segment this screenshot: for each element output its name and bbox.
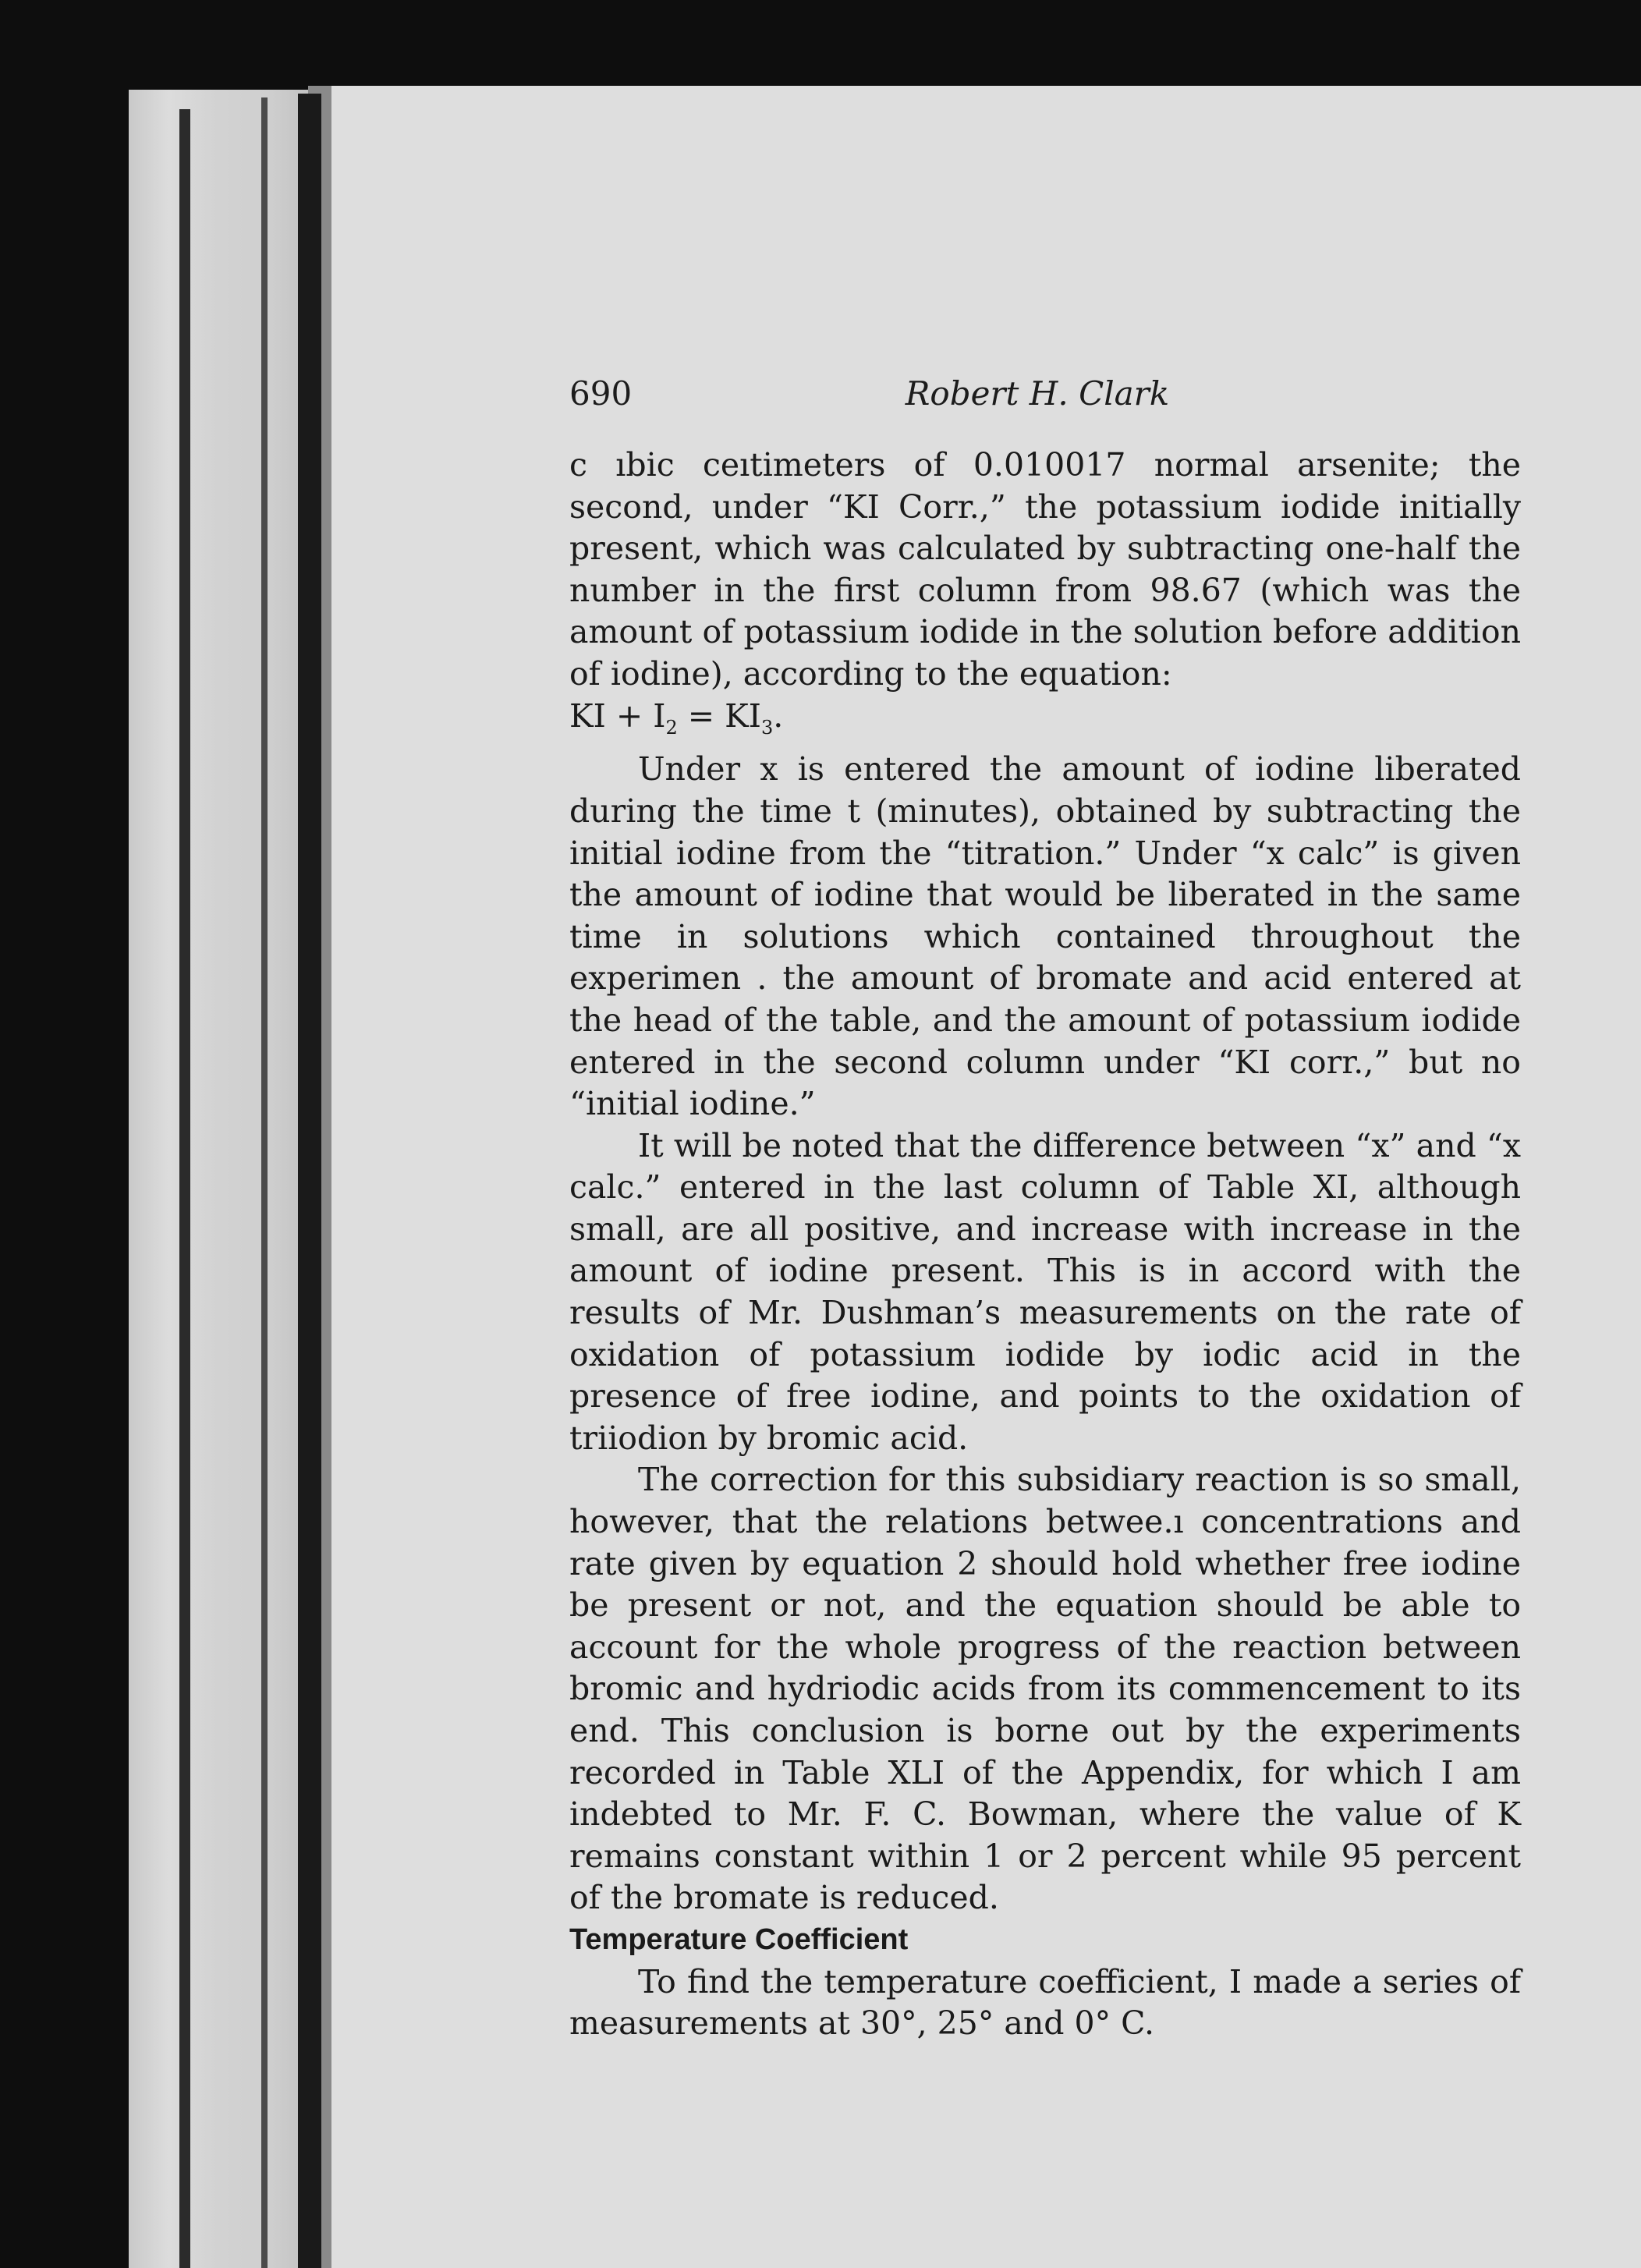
page-number: 690 — [569, 374, 633, 413]
equation-end: . — [773, 696, 784, 735]
running-head: Robert H. Clark — [905, 374, 1170, 413]
equation — [569, 696, 1521, 750]
equation-subscript: 2 — [665, 716, 678, 739]
equation-lhs: KI + I — [569, 696, 666, 735]
binding-line — [179, 109, 190, 2268]
paragraph: c ıbic ceıtimeters of 0.010017 normal arsenite; the second, under “KI Corr.,” the potassium iodide initially present, which was calculated by subtracting one-half the number in the first column from 98.67 (which was the amount of potassium iodide in the solution before addition of iodine), according to the equation: — [569, 446, 1521, 693]
paragraph: The correction for this subsidiary reaction is so small, however, that the relations betwee.ı concentrations and rate given by equation 2 should hold whether free iodine be present or not, and the equation should be able to account for the whole progress of the reaction between bromic and hydriodic acids from its commencement to its end. This conclusion is borne out by the experiments recorded in Table XLI of the Appendix, for which I am indebted to Mr. F. C. Bowman, where the value of K remains constant within 1 or 2 percent while 95 percent of the bromate is reduced. — [569, 1461, 1521, 1917]
binding-shadow — [298, 94, 321, 2268]
page-header — [569, 374, 1505, 421]
equation-subscript: 3 — [760, 716, 774, 739]
section-heading: Temperature Coefficient — [569, 1922, 909, 1956]
equation-rhs: = KI — [677, 696, 761, 735]
binding-line — [261, 97, 268, 2268]
paragraph: It will be noted that the difference between “x” and “x calc.” entered in the last column of Table XI, although small, are all positive, and increase with increase in the amount of iodine present. This is in accord with the results of Mr. Dushman’s measurements on the rate of oxidation of potassium iodide by iodic acid in the presence of free iodine, and points to the oxidation of triiodion by bromic acid. — [569, 1126, 1521, 1457]
paragraph: To find the temperature coefficient, I made a series of measurements at 30°, 25° and 0° C. — [569, 1962, 1521, 2043]
book-page — [331, 86, 1641, 2268]
paragraph: Under x is entered the amount of iodine liberated during the time t (minutes), obtained by subtracting the initial iodine from the “titration.” Under “x calc” is given the amount of iodine that would be liberated in the same time in solutions which contained throughout the experimen . the amount of bromate and acid entered at the head of the table, and the amount of potassium iodide entered in the second column under “KI corr.,” but no “initial iodine.” — [569, 750, 1521, 1123]
body-text — [569, 445, 1521, 2045]
